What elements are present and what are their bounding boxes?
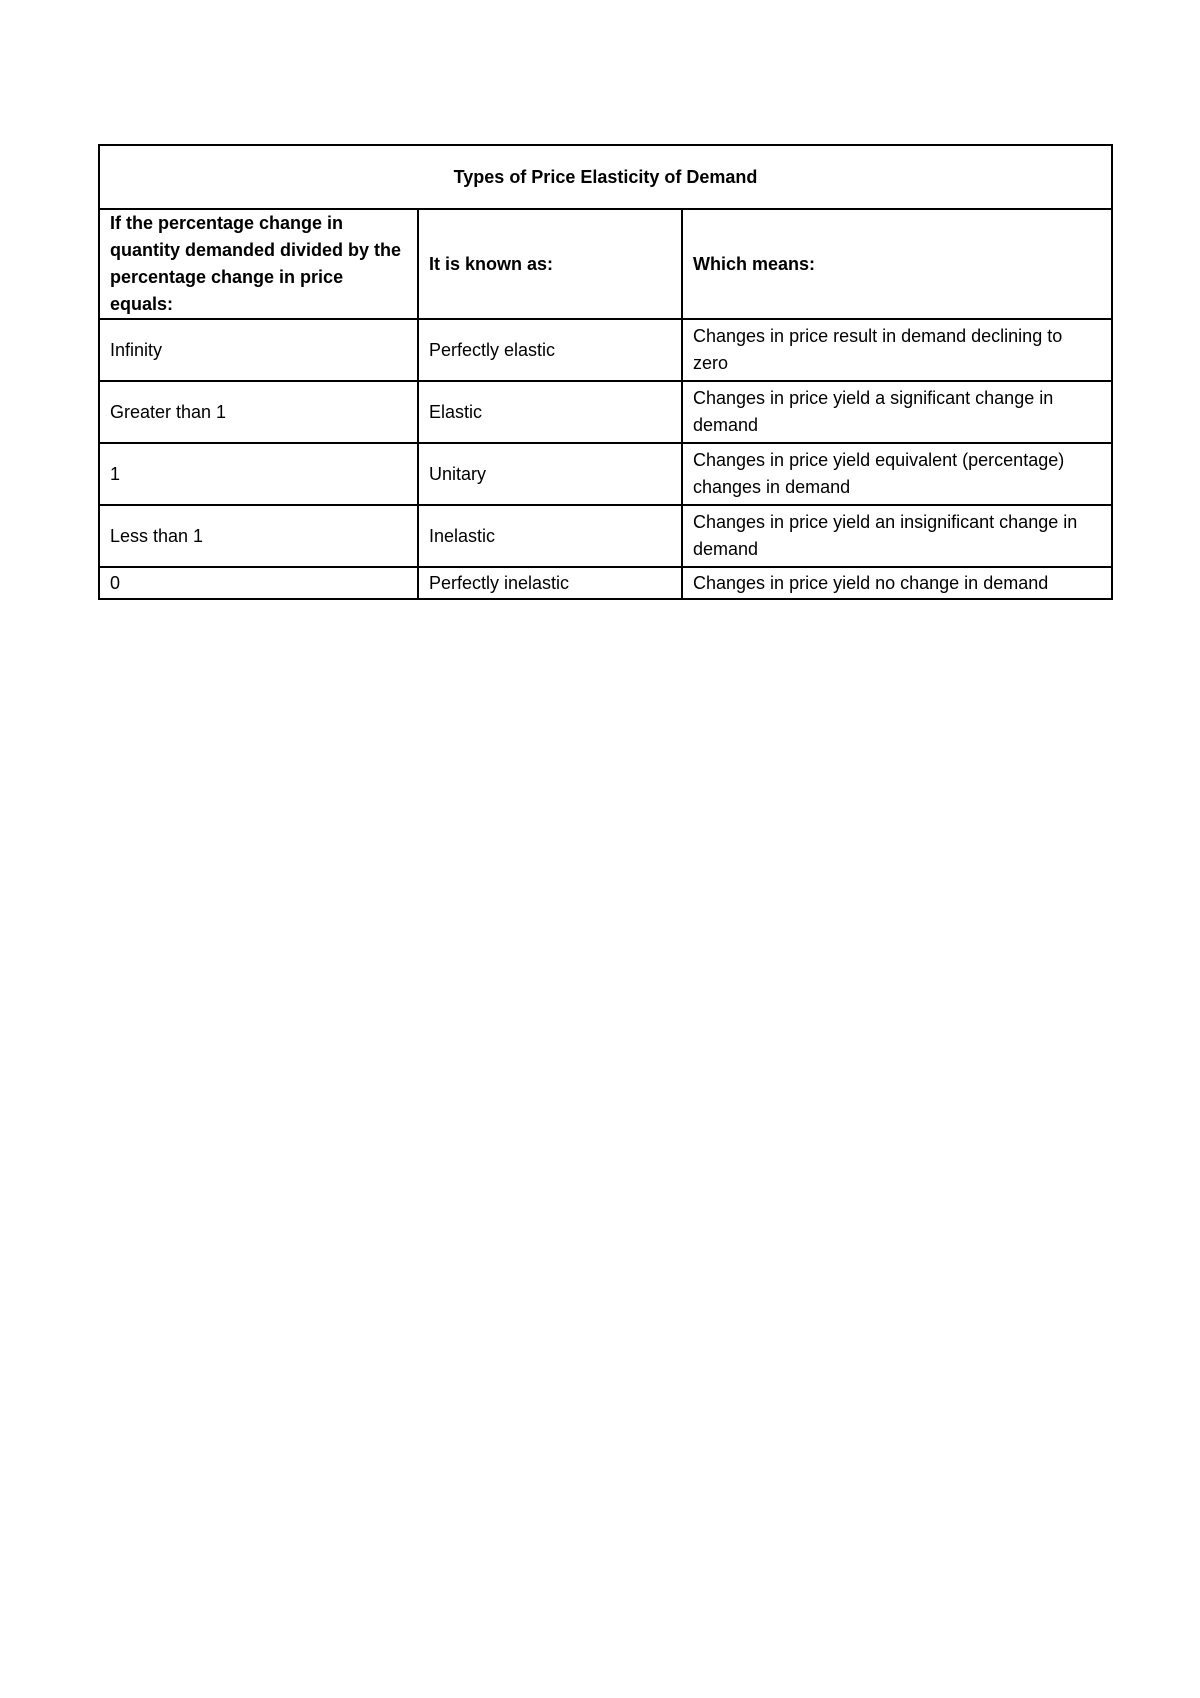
meaning-cell: Changes in price yield a significant change in demand [682,381,1112,443]
meaning-cell: Changes in price result in demand declining to zero [682,319,1112,381]
meaning-cell: Changes in price yield equivalent (percentage) changes in demand [682,443,1112,505]
ratio-cell: Greater than 1 [99,381,418,443]
ratio-cell: Infinity [99,319,418,381]
table-title-row [99,145,1112,209]
table-title: Types of Price Elasticity of Demand [99,145,1112,209]
type-cell: Perfectly elastic [418,319,682,381]
meaning-cell: Changes in price yield no change in demand [682,567,1112,599]
ratio-cell: Less than 1 [99,505,418,567]
meaning-cell: Changes in price yield an insignificant change in demand [682,505,1112,567]
table-row [99,567,1112,599]
table-row [99,381,1112,443]
table-row [99,319,1112,381]
elasticity-table [98,144,1113,600]
header-meaning: Which means: [682,209,1112,319]
header-ratio: If the percentage change in quantity demanded divided by the percentage change in price equals: [99,209,418,319]
table-row [99,505,1112,567]
type-cell: Unitary [418,443,682,505]
table-row [99,443,1112,505]
type-cell: Elastic [418,381,682,443]
header-known-as: It is known as: [418,209,682,319]
type-cell: Inelastic [418,505,682,567]
table-header-row [99,209,1112,319]
ratio-cell: 1 [99,443,418,505]
ratio-cell: 0 [99,567,418,599]
type-cell: Perfectly inelastic [418,567,682,599]
